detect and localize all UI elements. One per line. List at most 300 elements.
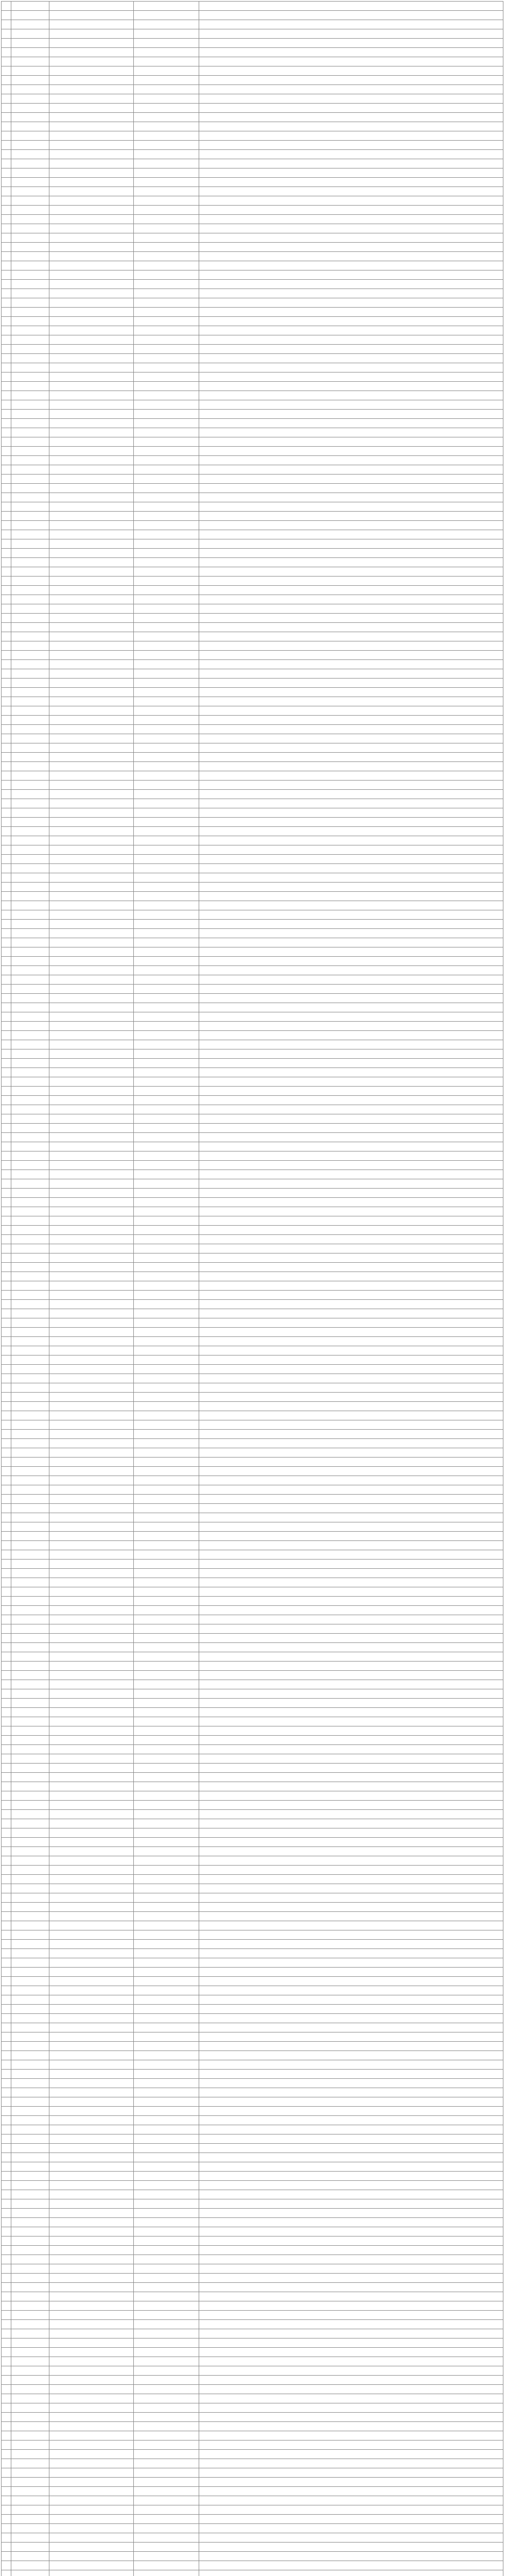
table-cell [199, 1819, 503, 1828]
table-cell [2, 1170, 11, 1179]
table-row [2, 2190, 503, 2199]
table-cell [49, 1374, 133, 1383]
table-cell [199, 1801, 503, 1810]
table-cell [134, 1411, 199, 1420]
table-cell [11, 1393, 49, 1402]
table-cell [2, 2403, 11, 2413]
table-row [2, 447, 503, 456]
table-cell [134, 1328, 199, 1337]
table-cell [134, 317, 199, 326]
table-cell [11, 1272, 49, 1281]
table-cell [49, 57, 133, 66]
table-cell [49, 298, 133, 308]
table-row [2, 938, 503, 947]
table-cell [49, 502, 133, 512]
table-cell [11, 196, 49, 206]
table-cell [199, 2097, 503, 2107]
table-cell [134, 1198, 199, 1207]
table-cell [11, 400, 49, 410]
table-cell [49, 2301, 133, 2311]
table-cell [134, 1578, 199, 1587]
table-cell [2, 1235, 11, 1244]
table-cell [134, 1337, 199, 1346]
table-cell [49, 168, 133, 178]
table-row [2, 493, 503, 502]
table-row [2, 159, 503, 168]
table-cell [199, 1847, 503, 1856]
table-cell [2, 530, 11, 539]
table-cell [2, 1151, 11, 1161]
table-cell [134, 2051, 199, 2060]
table-cell [2, 233, 11, 243]
table-cell [49, 113, 133, 122]
table-cell [49, 1615, 133, 1624]
table-cell [2, 335, 11, 345]
table-cell [11, 104, 49, 113]
table-cell [2, 1300, 11, 1309]
table-cell [134, 1216, 199, 1226]
table-cell [134, 1773, 199, 1782]
table-cell [134, 1355, 199, 1365]
table-row [2, 1754, 503, 1764]
table-cell [199, 1309, 503, 1318]
table-cell [2, 2023, 11, 2032]
table-cell [199, 1680, 503, 1689]
table-cell [199, 354, 503, 363]
table-cell [134, 1495, 199, 1504]
table-cell [134, 243, 199, 252]
table-row [2, 1671, 503, 1680]
table-cell [134, 632, 199, 641]
table-row [2, 317, 503, 326]
table-cell [199, 280, 503, 289]
table-cell [199, 1995, 503, 2005]
table-row [2, 2097, 503, 2107]
table-cell [2, 2338, 11, 2348]
table-cell [199, 1522, 503, 1532]
table-cell [134, 2153, 199, 2162]
table-cell [134, 2088, 199, 2097]
table-row [2, 1300, 503, 1309]
table-cell [2, 1949, 11, 1958]
table-cell [134, 20, 199, 29]
table-cell [11, 2162, 49, 2172]
table-cell [49, 1068, 133, 1077]
table-cell [199, 2505, 503, 2515]
table-cell [134, 1022, 199, 1031]
table-cell [11, 595, 49, 604]
table-cell [49, 1671, 133, 1680]
table-cell [199, 1198, 503, 1207]
table-row [2, 48, 503, 57]
table-cell [2, 1411, 11, 1420]
table-cell [2, 2552, 11, 2561]
table-cell [11, 1680, 49, 1689]
table-cell [134, 549, 199, 558]
table-cell [49, 1402, 133, 1411]
table-cell [2, 2144, 11, 2153]
table-cell [2, 558, 11, 567]
table-cell [2, 549, 11, 558]
table-cell [199, 530, 503, 539]
table-cell [11, 1764, 49, 1773]
table-cell [2, 1560, 11, 1569]
table-cell [49, 2218, 133, 2227]
table-cell [2, 2190, 11, 2199]
table-cell [2, 771, 11, 781]
table-cell [49, 1300, 133, 1309]
table-cell [2, 1550, 11, 1560]
table-cell [199, 2320, 503, 2329]
table-cell [49, 289, 133, 298]
table-cell [199, 2543, 503, 2552]
table-cell [199, 1281, 503, 1291]
table-cell [199, 2311, 503, 2320]
table-cell [2, 1699, 11, 1708]
table-row [2, 614, 503, 623]
table-cell [199, 1875, 503, 1884]
table-cell [199, 2292, 503, 2301]
table-cell [49, 29, 133, 39]
table-cell [2, 1940, 11, 1949]
table-cell [134, 1782, 199, 1791]
table-cell [11, 2478, 49, 2487]
table-cell [199, 456, 503, 465]
table-cell [11, 957, 49, 966]
table-cell [2, 2107, 11, 2116]
table-cell [134, 1226, 199, 1235]
table-row [2, 2218, 503, 2227]
table-row [2, 558, 503, 567]
table-cell [11, 345, 49, 354]
table-cell [11, 994, 49, 1003]
table-cell [2, 2561, 11, 2570]
table-cell [11, 1717, 49, 1726]
table-cell [49, 836, 133, 845]
table-cell [2, 2487, 11, 2496]
table-cell [199, 1958, 503, 1968]
table-cell [49, 382, 133, 391]
table-cell [2, 512, 11, 521]
table-cell [134, 2246, 199, 2255]
table-cell [11, 48, 49, 57]
table-cell [134, 113, 199, 122]
table-cell [49, 1467, 133, 1476]
table-row [2, 1207, 503, 1216]
table-row [2, 2543, 503, 2552]
table-row [2, 1624, 503, 1634]
table-cell [2, 1179, 11, 1189]
table-cell [134, 372, 199, 382]
table-cell [134, 1003, 199, 1012]
table-cell [134, 2042, 199, 2051]
table-cell [49, 141, 133, 150]
table-row [2, 141, 503, 150]
table-cell [134, 1708, 199, 1717]
table-row [2, 2376, 503, 2385]
table-cell [49, 1291, 133, 1300]
table-cell [11, 1597, 49, 1606]
table-row [2, 298, 503, 308]
table-row [2, 1253, 503, 1263]
table-row [2, 363, 503, 372]
table-cell [11, 1893, 49, 1903]
table-cell [199, 660, 503, 669]
table-cell [49, 1866, 133, 1875]
table-cell [49, 1949, 133, 1958]
table-cell [2, 419, 11, 428]
table-cell [134, 706, 199, 716]
table-row [2, 994, 503, 1003]
table-cell [199, 1597, 503, 1606]
table-cell [2, 1597, 11, 1606]
table-cell [134, 1828, 199, 1838]
table-row [2, 168, 503, 178]
table-cell [49, 669, 133, 679]
table-cell [49, 920, 133, 929]
table-cell [2, 595, 11, 604]
table-row [2, 187, 503, 196]
table-row [2, 2338, 503, 2348]
table-cell [49, 2320, 133, 2329]
table-cell [2, 11, 11, 20]
table-cell [199, 716, 503, 725]
table-cell [11, 447, 49, 456]
table-cell [199, 549, 503, 558]
table-cell [11, 1634, 49, 1643]
table-cell [199, 2199, 503, 2209]
table-cell [11, 753, 49, 762]
table-cell [11, 1782, 49, 1791]
table-cell [49, 1560, 133, 1569]
table-cell [134, 1958, 199, 1968]
table-cell [2, 1049, 11, 1059]
table-cell [11, 790, 49, 799]
table-cell [49, 419, 133, 428]
table-cell [199, 150, 503, 159]
table-row [2, 1782, 503, 1791]
table-cell [49, 1216, 133, 1226]
table-cell [11, 632, 49, 641]
table-cell [134, 122, 199, 131]
table-cell [11, 1207, 49, 1216]
table-cell [199, 419, 503, 428]
table-row [2, 66, 503, 76]
table-cell [2, 1467, 11, 1476]
table-cell [199, 2496, 503, 2505]
table-row [2, 929, 503, 938]
table-cell [49, 363, 133, 372]
table-cell [134, 1096, 199, 1105]
table-cell [2, 2134, 11, 2144]
table-cell [199, 1189, 503, 1198]
table-cell [49, 2246, 133, 2255]
table-row [2, 2570, 503, 2576]
table-cell [2, 252, 11, 261]
table-cell [199, 1606, 503, 1615]
table-cell [11, 1652, 49, 1662]
table-cell [11, 66, 49, 76]
table-cell [134, 1124, 199, 1133]
table-row [2, 2042, 503, 2051]
table-cell [2, 1930, 11, 1940]
table-cell [49, 725, 133, 734]
table-cell [199, 1096, 503, 1105]
table-cell [199, 196, 503, 206]
table-row [2, 2478, 503, 2487]
table-cell [11, 1773, 49, 1782]
table-row [2, 567, 503, 577]
table-cell [11, 122, 49, 131]
table-cell [199, 1430, 503, 1439]
table-cell [199, 577, 503, 586]
table-cell [199, 113, 503, 122]
table-cell [2, 2125, 11, 2134]
table-row [2, 1819, 503, 1828]
table-cell [11, 725, 49, 734]
table-cell [49, 2255, 133, 2264]
table-cell [49, 2376, 133, 2385]
table-row [2, 104, 503, 113]
table-cell [49, 873, 133, 883]
table-cell [49, 1791, 133, 1801]
table-cell [11, 1198, 49, 1207]
table-cell [134, 1930, 199, 1940]
table-row [2, 2422, 503, 2431]
table-cell [2, 2283, 11, 2292]
table-row [2, 2060, 503, 2070]
table-cell [199, 224, 503, 233]
table-cell [49, 66, 133, 76]
table-cell [49, 1995, 133, 2005]
table-cell [2, 679, 11, 688]
table-cell [49, 391, 133, 400]
table-cell [199, 1912, 503, 1921]
table-cell [49, 1318, 133, 1328]
table-cell [2, 437, 11, 447]
table-cell [2, 150, 11, 159]
table-cell [11, 706, 49, 716]
table-cell [199, 1420, 503, 1430]
table-cell [199, 382, 503, 391]
table-cell [134, 2116, 199, 2125]
table-cell [2, 2366, 11, 2376]
table-cell [2, 2042, 11, 2051]
table-cell [2, 2051, 11, 2060]
table-cell [49, 1124, 133, 1133]
table-cell [11, 363, 49, 372]
table-cell [49, 2264, 133, 2274]
table-cell [2, 892, 11, 901]
table-cell [49, 771, 133, 781]
table-cell [199, 85, 503, 94]
table-cell [134, 2014, 199, 2023]
table-cell [11, 2524, 49, 2533]
table-cell [49, 2515, 133, 2524]
table-row [2, 1012, 503, 1022]
table-cell [2, 2385, 11, 2394]
table-cell [134, 308, 199, 317]
table-cell [49, 2153, 133, 2162]
table-cell [11, 178, 49, 187]
table-cell [11, 614, 49, 623]
table-cell [2, 2292, 11, 2301]
table-cell [199, 1587, 503, 1597]
table-cell [11, 1420, 49, 1430]
table-cell [49, 2060, 133, 2070]
table-cell [11, 465, 49, 474]
table-cell [49, 484, 133, 493]
table-row [2, 586, 503, 595]
table-cell [199, 623, 503, 632]
table-cell [49, 20, 133, 29]
table-cell [199, 1726, 503, 1736]
table-cell [49, 215, 133, 224]
table-cell [11, 1467, 49, 1476]
table-cell [134, 2441, 199, 2450]
table-cell [49, 1903, 133, 1912]
table-cell [11, 1263, 49, 1272]
table-cell [11, 929, 49, 938]
table-cell [199, 1448, 503, 1458]
table-row [2, 1866, 503, 1875]
table-row [2, 1921, 503, 1930]
table-cell [134, 994, 199, 1003]
table-cell [2, 1040, 11, 1049]
table-cell [49, 1875, 133, 1884]
table-row [2, 595, 503, 604]
table-cell [2, 1476, 11, 1485]
table-cell [11, 623, 49, 632]
table-cell [49, 2005, 133, 2014]
table-cell [49, 2107, 133, 2116]
table-cell [134, 669, 199, 679]
table-row [2, 1318, 503, 1328]
table-cell [49, 1263, 133, 1272]
table-cell [199, 326, 503, 335]
table-cell [199, 270, 503, 280]
table-cell [2, 1281, 11, 1291]
table-row [2, 1124, 503, 1133]
table-cell [134, 1597, 199, 1606]
table-row [2, 76, 503, 85]
table-row [2, 1263, 503, 1272]
table-row [2, 1291, 503, 1300]
table-cell [2, 2441, 11, 2450]
table-cell [49, 1142, 133, 1151]
table-row [2, 2134, 503, 2144]
table-cell [134, 1587, 199, 1597]
table-cell [11, 1281, 49, 1291]
table-cell [11, 2060, 49, 2070]
table-row [2, 20, 503, 29]
table-cell [199, 632, 503, 641]
table-cell [11, 1365, 49, 1374]
table-cell [2, 883, 11, 892]
table-row [2, 521, 503, 530]
table-cell [2, 1272, 11, 1281]
table-cell [11, 845, 49, 855]
table-cell [49, 233, 133, 243]
table-cell [199, 2301, 503, 2311]
table-cell [199, 679, 503, 688]
table-cell [11, 1930, 49, 1940]
table-cell [49, 280, 133, 289]
table-cell [134, 2274, 199, 2283]
table-cell [49, 1012, 133, 1022]
table-cell [134, 2144, 199, 2153]
table-cell [134, 2079, 199, 2088]
